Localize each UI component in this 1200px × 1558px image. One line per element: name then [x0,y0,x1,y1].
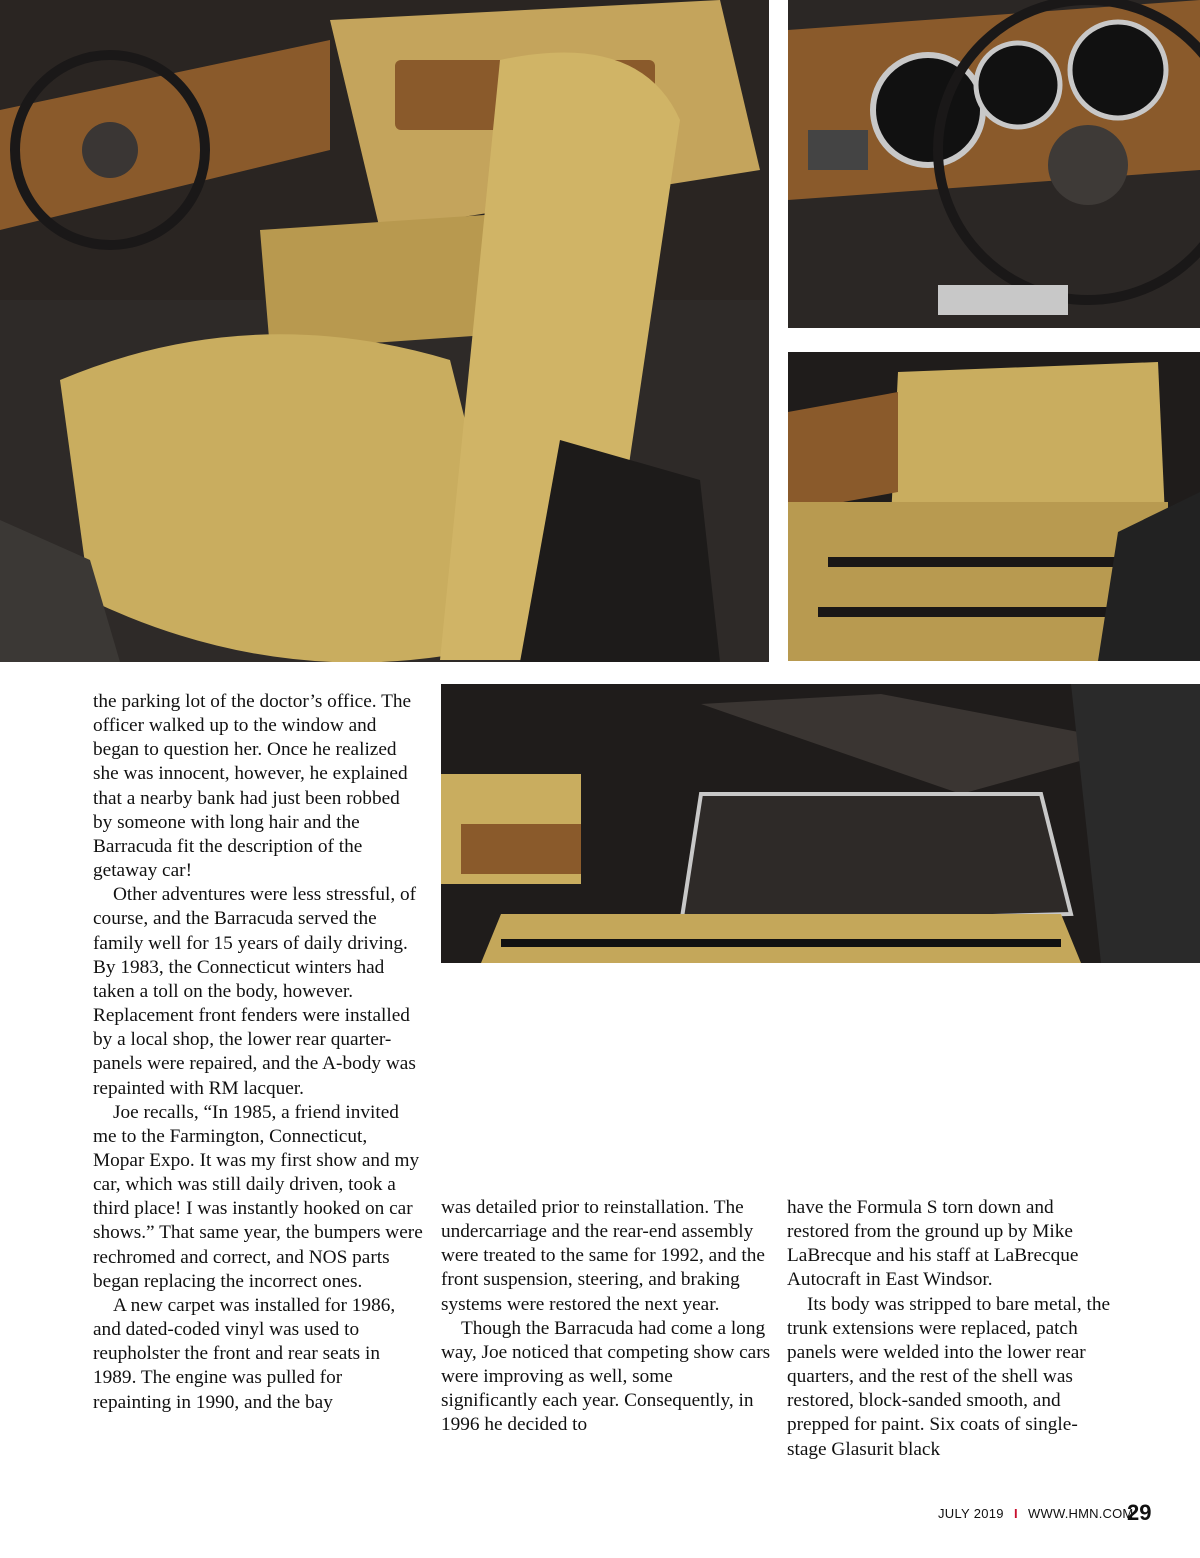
website-link[interactable]: WWW.HMN.COM [1028,1506,1134,1521]
article-column-3 [787,1196,1117,1462]
footer-separator: I [1014,1506,1018,1521]
photo-dashboard [788,0,1200,328]
article-paragraph: Its body was stripped to bare metal, the trunk extensions were replaced, patch panels were welded into the lower rear quarters, and the rest of the shell was restored, block-sanded smooth, and prepped for paint. Six coats of single-stage Glasurit black [787,1293,1111,1460]
article-column-1 [93,690,423,1415]
photo-front-interior [0,0,769,662]
article-column-2 [441,1196,771,1438]
page-footer [938,1500,1168,1530]
article-paragraph: was detailed prior to reinstallation. The undercarriage and the rear-end assembly were treated to the same for 1992, and the front suspension, steering, and braking systems were restored the next year. [441,1197,765,1315]
article-paragraph: have the Formula S torn down and restored from the ground up by Mike LaBrecque and his staff at LaBrecque Autocraft in East Windsor. [787,1197,1079,1291]
photo-rear-seat [788,352,1200,661]
article-paragraph: A new carpet was installed for 1986, and dated-coded vinyl was used to reupholster the front and rear seats in 1989. The engine was pulled for repainting in 1990, and the bay [93,1294,396,1413]
article-paragraph: Though the Barracuda had come a long way, Joe noticed that competing show cars were improving as well, some significantly each year. Consequently, in 1996 he decided to [441,1317,771,1436]
issue-date: JULY 2019 [938,1506,1004,1521]
article-paragraph: Joe recalls, “In 1985, a friend invited me to the Farmington, Connecticut, Mopar Expo. It was my first show and my car, which was still daily driven, took a third place! I was instantly hooked on car shows.” That same year, the bumpers were rechromed and correct, and NOS parts began replacing the incorrect ones. [93,1101,423,1292]
article-paragraph: Other adventures were less stressful, of course, and the Barracuda served the family well for 15 years of daily driving. By 1983, the Connecticut winters had taken a toll on the body, however. Replacement front fenders were installed by a local shop, the lower rear quarter-panels were repaired, and the A-body was repainted with RM lacquer. [93,884,417,1099]
article-paragraph: the parking lot of the doctor’s office. The officer walked up to the window and began to question her. Once he realized she was innocent, however, he explained that a nearby bank had just been robbed by someone with long hair and the Barracuda fit the description of the getaway car! [93,691,412,882]
photo-cargo-area [441,684,1200,963]
page-number: 29 [1127,1500,1152,1525]
